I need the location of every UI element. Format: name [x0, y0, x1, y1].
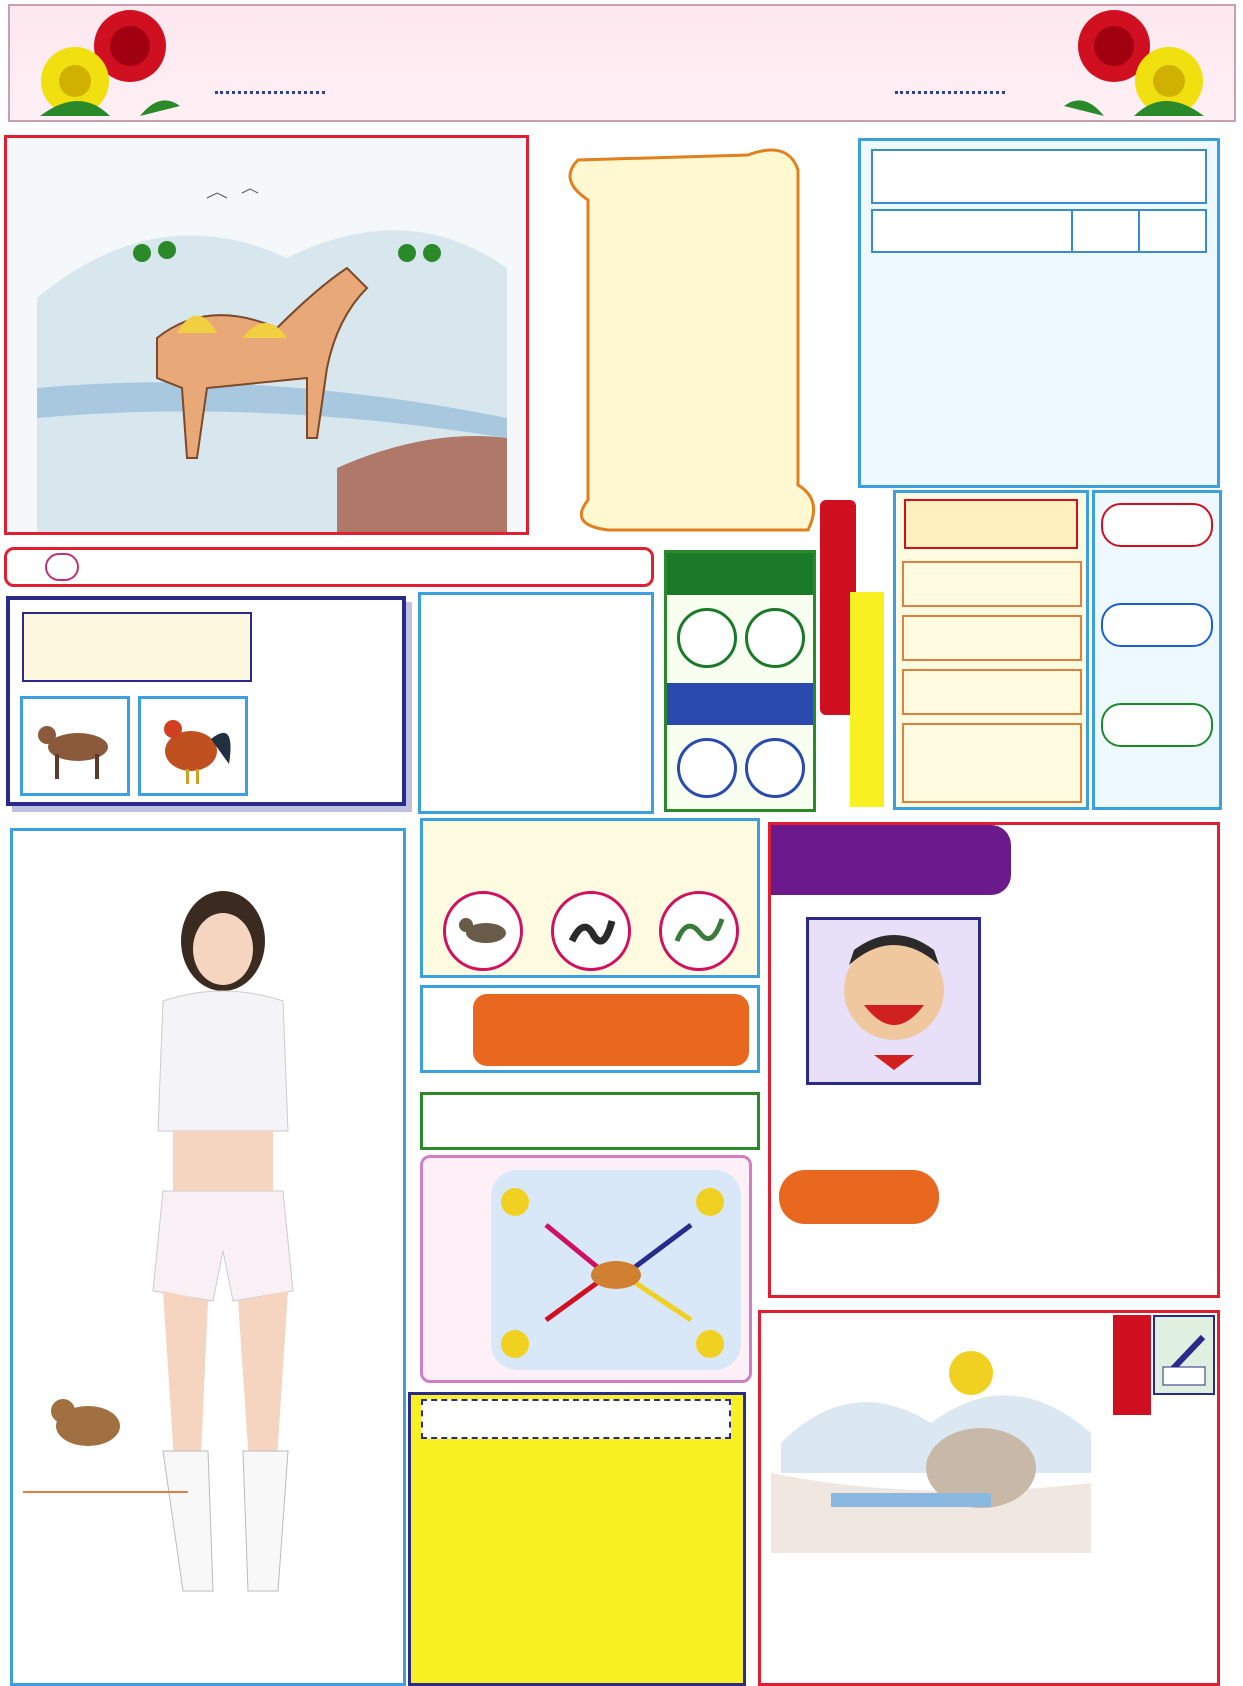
kill-zodiac-title	[423, 821, 757, 883]
normal-tail	[902, 669, 1082, 715]
camel-illustration	[7, 138, 526, 532]
col-door	[872, 210, 1072, 252]
win-tip-panel	[420, 985, 760, 1073]
door-trend-table	[871, 209, 1207, 253]
puzzle-side-label	[1113, 1315, 1151, 1415]
idiom-panel	[820, 500, 886, 810]
small-ball	[745, 608, 805, 668]
lucky-numbers-panel	[418, 592, 654, 814]
rose-left-decoration	[20, 6, 180, 121]
heart-words	[13, 1491, 403, 1683]
win-side-label	[427, 990, 467, 1068]
camel-picture	[4, 135, 529, 535]
scroll-poem	[548, 140, 828, 535]
kill-zodiac-panel	[420, 818, 760, 978]
kill-snake	[551, 891, 631, 971]
odd-even-title	[667, 683, 813, 725]
buy-ball	[677, 608, 737, 668]
blue-wave-title	[1101, 603, 1213, 647]
reveal-panel	[420, 1155, 752, 1383]
internal-title	[904, 499, 1078, 549]
big-small-panel	[664, 550, 816, 812]
joke-panel	[768, 822, 1220, 1298]
door-trend-title	[871, 149, 1207, 204]
col-cold	[1139, 210, 1206, 252]
red-wave-title	[1101, 503, 1213, 547]
col-hot	[1072, 210, 1139, 252]
color-waves-panel	[1092, 490, 1222, 810]
horse-icon	[501, 1330, 529, 1358]
double-ball	[745, 738, 805, 798]
guess-ball	[677, 738, 737, 798]
dog-icon	[696, 1330, 724, 1358]
zigzag-right	[895, 86, 1005, 94]
girl-panel	[10, 828, 406, 1686]
special-ball	[45, 553, 79, 581]
puzzle-panel	[758, 1310, 1220, 1686]
green-wave-title	[1101, 703, 1213, 747]
pig-icon	[696, 1188, 724, 1216]
lucky-provide-label	[904, 725, 1080, 733]
win-text	[473, 994, 749, 1066]
provide-title	[779, 1170, 939, 1224]
special-tail	[902, 615, 1082, 661]
header-banner	[8, 4, 1236, 122]
draw-result-bar	[4, 547, 654, 587]
pick-panel	[420, 1092, 760, 1150]
cartoon-face	[806, 917, 981, 1085]
zodiac-panel	[6, 596, 406, 806]
idiom-answer	[850, 592, 884, 807]
rooster-picture	[138, 696, 248, 796]
reveal-side-label	[429, 1166, 479, 1376]
big-small-title	[667, 553, 813, 595]
zigzag-left	[215, 86, 325, 94]
internal-info-panel	[893, 490, 1089, 810]
kill-dragon	[659, 891, 739, 971]
goat-picture	[20, 696, 130, 796]
joke-tag	[771, 825, 1011, 895]
rose-right-decoration	[1064, 6, 1224, 121]
last-ten-panel	[408, 1392, 746, 1686]
writing-icon	[1153, 1315, 1215, 1395]
last-ten-title	[421, 1399, 731, 1439]
monkey-icon	[501, 1188, 529, 1216]
kill-wolf	[443, 891, 523, 971]
door-trend-panel	[858, 138, 1220, 488]
